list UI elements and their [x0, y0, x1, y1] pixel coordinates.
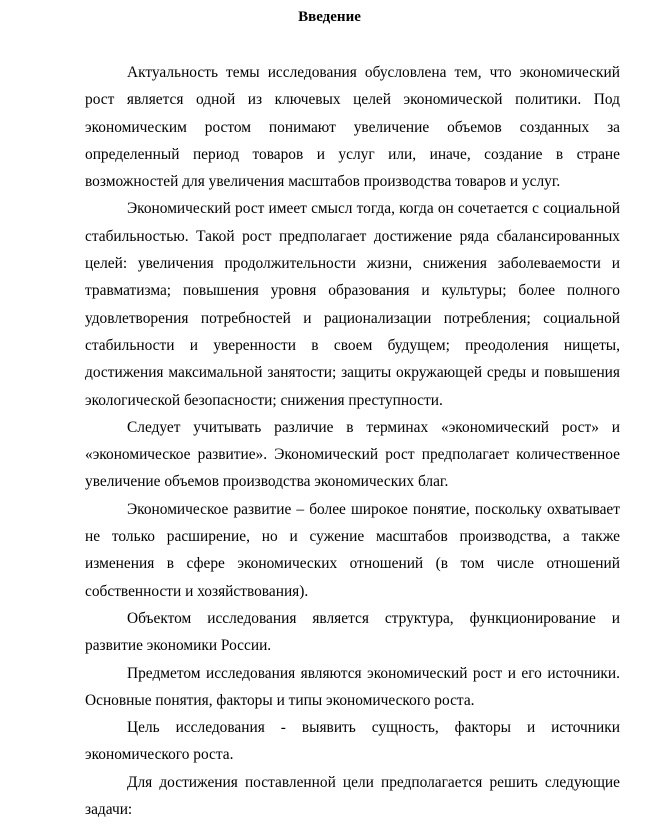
document-body	[85, 59, 620, 823]
paragraph-tasks-intro: Для достижения поставленной цели предполагается решить следующие задачи:	[85, 773, 620, 819]
paragraph-research-object: Объектом исследования является структура, функционирование и развитие экономики России.	[85, 609, 620, 655]
paragraph-economic-development: Экономическое развитие – более широкое понятие, поскольку охватывает не только расширение, но и сужение масштабов производства, а также изменения в сфере экономических отношений (в том числе отношений собственности и хозяйствования).	[85, 500, 620, 600]
page-title: Введение	[298, 9, 361, 25]
paragraph-terms-difference: Следует учитывать различие в терминах «экономический рост» и «экономическое развитие». Экономический рост предполагает количественное увеличение объемов производства экономических благ.	[85, 418, 620, 491]
paragraph-relevance: Актуальность темы исследования обусловлена тем, что экономический рост является одной из ключевых целей экономической политики. Под экономическим ростом понимают увеличение объемов созданных за определенный период товаров и услуг или, иначе, создание в стране возможностей для увеличения масштабов производства товаров и услуг.	[85, 64, 620, 191]
paragraph-research-subject: Предметом исследования являются экономический рост и его источники. Основные понятия, факторы и типы экономического роста.	[85, 664, 620, 709]
paragraph-research-goal: Цель исследования - выявить сущность, факторы и источники экономического роста.	[85, 719, 620, 764]
paragraph-social-stability: Экономический рост имеет смысл тогда, когда он сочетается с социальной стабильностью. Такой рост предполагает достижение ряда сбалансированных целей: увеличения продолжительности жизни, снижения заболеваемости и травматизма; повышения уровня образования и культуры; более полного удовлетворения потребностей и рационализации потребления; социальной стабильности и уверенности в своем будущем; преодоления нищеты, достижения максимальной занятости; защиты окружающей среды и повышения экологической безопасности; снижения преступности.	[85, 200, 620, 409]
